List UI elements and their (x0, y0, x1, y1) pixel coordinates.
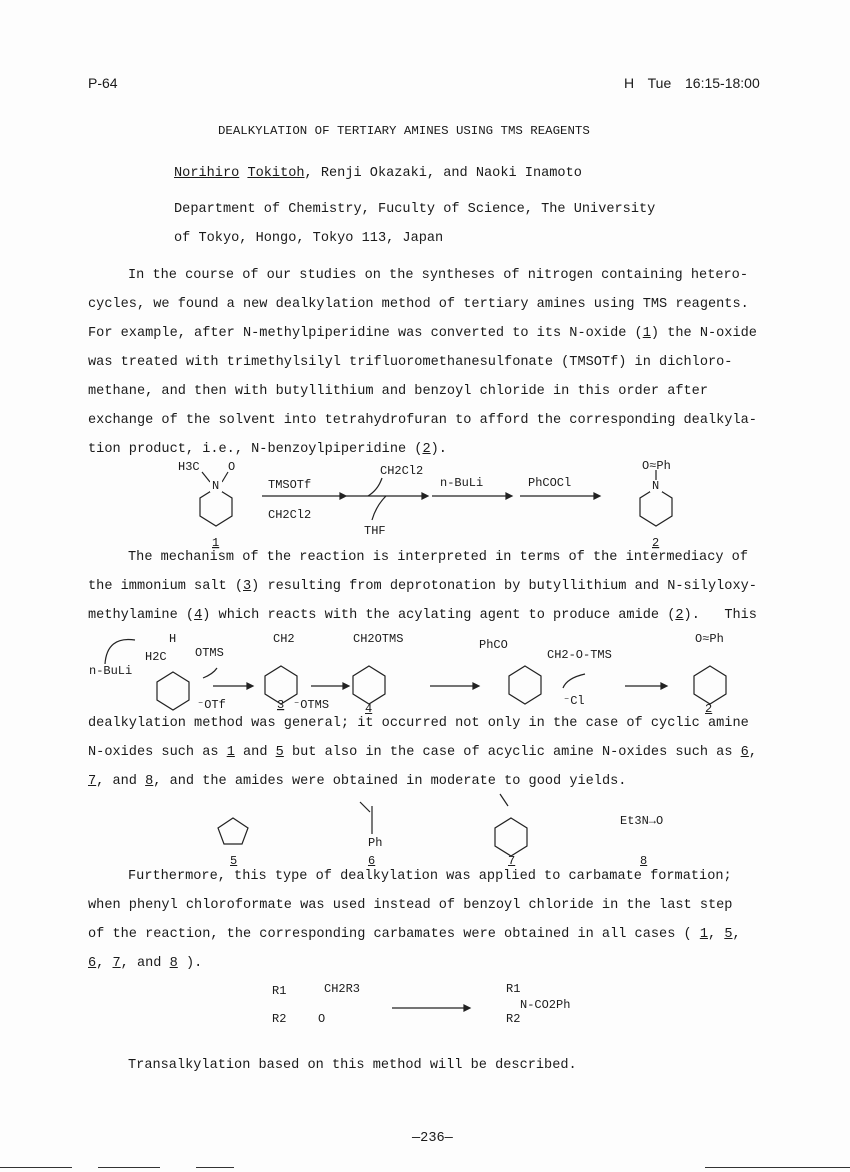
para4-line (88, 898, 732, 914)
scan-edge (98, 1167, 160, 1168)
text-segment: , (708, 927, 725, 942)
compound-reference: 2 (422, 442, 431, 457)
scheme-2-mechanism (85, 628, 745, 714)
compound-reference: 3 (243, 579, 252, 594)
carbamate-label: N-CO2Ph (520, 998, 571, 1012)
text-segment: exchange of the solvent into tetrahydrofuran to afford the corresponding dealkyla- (88, 413, 757, 428)
product-r1-label: R1 (506, 982, 521, 996)
methyl-label: H3C (178, 460, 200, 474)
compound-reference: 1 (226, 745, 235, 760)
ch2-label: CH2 (273, 632, 295, 646)
text-segment: , and (120, 956, 170, 971)
scan-edge (0, 1167, 72, 1168)
triflate-label: ⁻OTf (197, 698, 226, 712)
compound-label-2: 2 (705, 702, 713, 714)
para4-line (88, 956, 202, 972)
compound-label-6: 6 (368, 854, 376, 866)
compound-label-5: 5 (230, 854, 238, 866)
text-segment: In the course of our studies on the syntheses of nitrogen containing hetero- (128, 268, 748, 283)
mechanism-arrows (213, 683, 667, 689)
text-segment: , (732, 927, 741, 942)
base-nbuli: n-BuLi (89, 664, 133, 678)
compound-label-4: 4 (365, 702, 373, 714)
text-segment: , Renji Okazaki, and Naoki Inamoto (304, 166, 582, 181)
benzoyl-label: O≈Ph (642, 459, 671, 473)
text-segment: of the reaction, the corresponding carbamates were obtained in all cases ( (88, 927, 700, 942)
para1-line (88, 442, 447, 458)
compound-reference: 6 (88, 956, 97, 971)
phenyl-label: Ph (368, 836, 383, 850)
text-segment: the immonium salt ( (88, 579, 243, 594)
compound-reference: 8 (145, 774, 154, 789)
ch2r3-label: CH2R3 (324, 982, 361, 996)
text-segment: , and the amides were obtained in moderate to good yields. (153, 774, 627, 789)
text-segment: Furthermore, this type of dealkylation was applied to carbamate formation; (128, 869, 732, 884)
para2-line (128, 550, 748, 566)
text-segment: The mechanism of the reaction is interpreted in terms of the intermediacy of (128, 550, 748, 565)
authors-line (174, 202, 655, 218)
page-number: —236— (412, 1131, 453, 1146)
text-segment: For example, after N-methylpiperidine was converted to its N-oxide ( (88, 326, 643, 341)
otms-anion-label: ⁻OTMS (293, 698, 330, 712)
methylene-label: H2C (145, 650, 167, 664)
para3-line (88, 716, 749, 732)
para1-line (88, 297, 749, 313)
triethylamine-oxide-label: Et3N→O (620, 814, 664, 828)
compound-reference: 8 (169, 956, 178, 971)
text-segment: ) which reacts with the acylating agent to produce amide ( (202, 608, 676, 623)
scheme-4-carbamate (268, 970, 628, 1040)
compound-reference: 6 (740, 745, 749, 760)
para1-line (88, 413, 757, 429)
text-segment: ). (177, 956, 203, 971)
compound-reference: 2 (675, 608, 684, 623)
solvent-removed: CH2Cl2 (380, 464, 424, 478)
text-segment: methylamine ( (88, 608, 195, 623)
text-segment: methane, and then with butyllithium and benzoyl chloride in this order after (88, 384, 708, 399)
text-segment: tion product, i.e., N-benzoylpiperidine ( (88, 442, 423, 457)
session-schedule: H Tue 16:15-18:00 (624, 75, 760, 91)
reaction-arrow (392, 1005, 470, 1011)
text-segment: ). (430, 442, 447, 457)
compound-reference: 7 (112, 956, 121, 971)
para4-line (88, 927, 741, 943)
scan-edge (705, 1167, 850, 1168)
para3-line (88, 745, 757, 761)
compound-label-3: 3 (277, 698, 285, 712)
ch2-o-tms-label: CH2-O-TMS (547, 648, 612, 662)
phco-label: PhCO (479, 638, 508, 652)
authors-line (174, 166, 582, 182)
solvent-ch2cl2: CH2Cl2 (268, 508, 312, 522)
para5-line (128, 1058, 577, 1074)
para4-line (128, 869, 732, 885)
r1-label: R1 (272, 984, 287, 998)
text-segment: when phenyl chloroformate was used instead of benzoyl chloride in the last step (88, 898, 733, 913)
text-segment: of Tokyo, Hongo, Tokyo 113, Japan (174, 231, 444, 246)
paper-title: DEALKYLATION OF TERTIARY AMINES USING TMS REAGENTS (218, 124, 590, 138)
scheme-1-reaction (150, 458, 710, 550)
text-segment: Department of Chemistry, Fuculty of Science, The University (174, 202, 656, 217)
oxide-label: O (228, 460, 236, 474)
compound-reference: 1 (699, 927, 708, 942)
compound-label-8: 8 (640, 854, 648, 866)
compound-reference: Norihiro (174, 166, 240, 181)
text-segment: dealkylation method was general; it occurred not only in the case of cyclic amine (88, 716, 749, 731)
text-segment: , (96, 956, 113, 971)
n-atom: N (652, 479, 660, 493)
session-code: P-64 (88, 75, 118, 91)
para1-line (88, 384, 708, 400)
text-segment: was treated with trimethylsilyl trifluoromethanesulfonate (TMSOTf) in dichloro- (88, 355, 733, 370)
text-segment: Transalkylation based on this method will be described. (128, 1058, 577, 1073)
para2-line (88, 608, 757, 624)
reagent-nbuli: n-BuLi (440, 476, 484, 490)
text-segment: ). This (683, 608, 757, 623)
n-atom: N (212, 479, 220, 493)
text-segment: but also in the case of acyclic amine N-oxides such as (283, 745, 741, 760)
otms-label: OTMS (195, 646, 224, 660)
product-r2-label: R2 (506, 1012, 521, 1026)
text-segment: N-oxides such as (88, 745, 227, 760)
para1-line (88, 355, 732, 371)
compound-reference: 7 (88, 774, 97, 789)
text-segment: , and (96, 774, 146, 789)
r2-label: R2 (272, 1012, 287, 1026)
oxide-label: O (318, 1012, 326, 1026)
para2-line (88, 579, 757, 595)
compound-reference: 5 (275, 745, 284, 760)
chloride-label: ⁻Cl (563, 694, 585, 708)
benzoyl-label: O≈Ph (695, 632, 724, 646)
para1-line (128, 268, 748, 284)
authors-line (174, 231, 443, 247)
compound-reference: 4 (194, 608, 203, 623)
text-segment: and (234, 745, 276, 760)
scheme-3-substrates (200, 788, 700, 866)
reagent-phcocl: PhCOCl (528, 476, 572, 490)
compound-label-1: 1 (212, 536, 220, 550)
scan-edge (196, 1167, 234, 1168)
compound-label-2: 2 (652, 536, 660, 550)
hydrogen-label: H (169, 632, 177, 646)
text-segment: ) resulting from deprotonation by butyllithium and N-silyloxy- (251, 579, 757, 594)
para1-line (88, 326, 757, 342)
text-segment: cycles, we found a new dealkylation method of tertiary amines using TMS reagents. (88, 297, 749, 312)
compound-reference: 5 (724, 927, 733, 942)
ch2otms-label: CH2OTMS (353, 632, 404, 646)
text-segment: , (748, 745, 757, 760)
reagent-tmsotf: TMSOTf (268, 478, 312, 492)
compound-reference: Tokitoh (247, 166, 305, 181)
compound-reference: 1 (642, 326, 651, 341)
solvent-thf: THF (364, 524, 386, 538)
compound-label-7: 7 (508, 854, 516, 866)
text-segment: ) the N-oxide (650, 326, 757, 341)
